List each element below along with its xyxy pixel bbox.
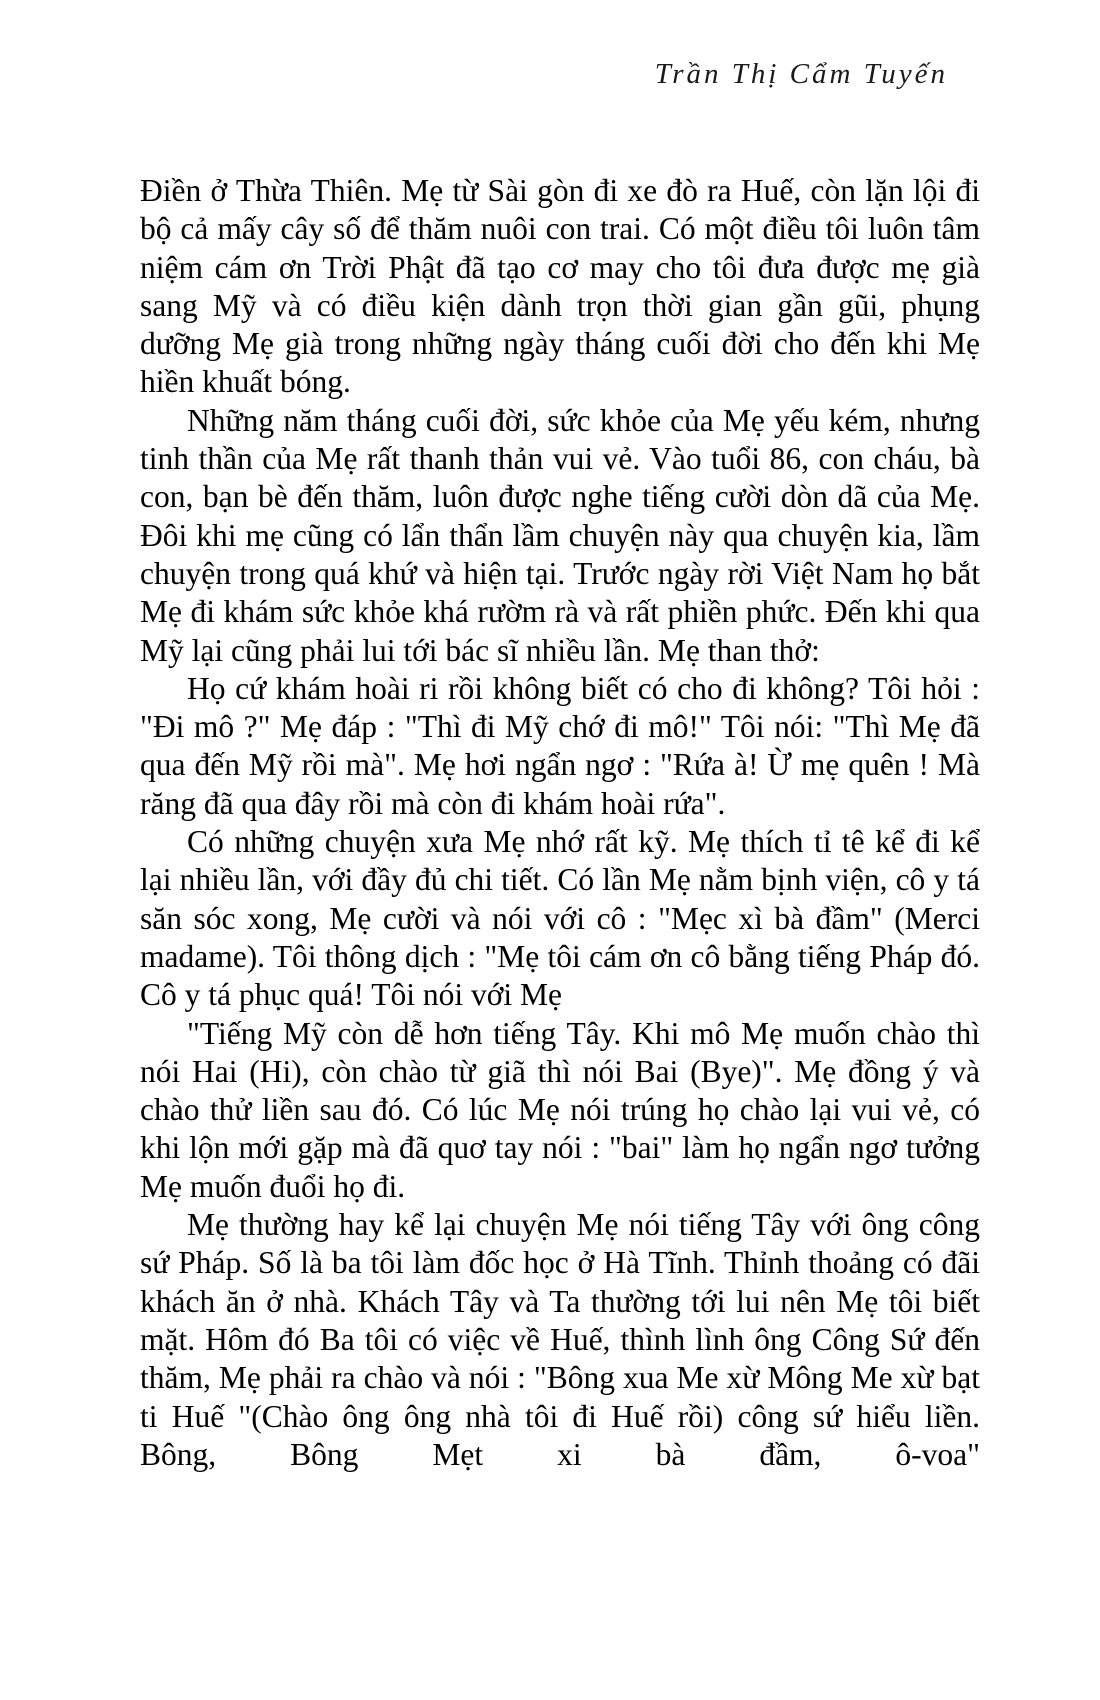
paragraph: "Tiếng Mỹ còn dễ hơn tiếng Tây. Khi mô Mẹ muốn chào thì nói Hai (Hi), còn chào từ giã thì nói Bai (Bye)". Mẹ đồng ý và chào thử liền sau đó. Có lúc Mẹ nói trúng họ chào lại vui vẻ, có khi lộn mới gặp mà đã quơ tay nói : "bai" làm họ ngẩn ngơ tưởng Mẹ muốn đuổi họ đi. (140, 1015, 980, 1204)
paragraph-continues: Mẹ thường hay kể lại chuyện Mẹ nói tiếng Tây với ông công sứ Pháp. Số là ba tôi làm đốc học ở Hà Tĩnh. Thỉnh thoảng có đãi khách ăn ở nhà. Khách Tây và Ta thường tới lui nên Mẹ tôi biết mặt. Hôm đó Ba tôi có việc về Huế, thình lình ông Công Sứ đến thăm, Mẹ phải ra chào và nói : "Bông xua Me xừ Mông Me xừ bạt ti Huế "(Chào ông ông nhà tôi đi Huế rồi) công sứ hiểu liền. Bông, Bông Mẹt xi bà đầm, ô-voa" (140, 1207, 980, 1472)
running-header: Trần Thị Cẩm Tuyến (654, 58, 948, 90)
page-body (140, 172, 980, 1474)
paragraph-continued: Điền ở Thừa Thiên. Mẹ từ Sài gòn đi xe đò ra Huế, còn lặn lội đi bộ cả mấy cây số để thăm nuôi con trai. Có một điều tôi luôn tâm niệm cám ơn Trời Phật đã tạo cơ may cho tôi đưa được mẹ già sang Mỹ và có điều kiện dành trọn thời gian gần gũi, phụng dưỡng Mẹ già trong những ngày tháng cuối đời cho đến khi Mẹ hiền khuất bóng. (140, 173, 980, 400)
paragraph: Có những chuyện xưa Mẹ nhớ rất kỹ. Mẹ thích tỉ tê kể đi kể lại nhiều lần, với đầy đủ chi tiết. Có lần Mẹ nằm bịnh viện, cô y tá săn sóc xong, Mẹ cười và nói với cô : "Mẹc xì bà đầm" (Merci madame). Tôi thông dịch : "Mẹ tôi cám ơn cô bằng tiếng Pháp đó. Cô y tá phục quá! Tôi nói với Mẹ (140, 824, 980, 1013)
paragraph: Họ cứ khám hoài ri rồi không biết có cho đi không? Tôi hỏi : "Đi mô ?" Mẹ đáp : "Thì đi Mỹ chớ đi mô!" Tôi nói: "Thì Mẹ đã qua đến Mỹ rồi mà". Mẹ hơi ngẩn ngơ : "Rứa à! Ừ mẹ quên ! Mà răng đã qua đây rồi mà còn đi khám hoài rứa". (140, 670, 980, 821)
paragraph: Những năm tháng cuối đời, sức khỏe của Mẹ yếu kém, nhưng tinh thần của Mẹ rất thanh thản vui vẻ. Vào tuổi 86, con cháu, bà con, bạn bè đến thăm, luôn được nghe tiếng cười dòn dã của Mẹ. Đôi khi mẹ cũng có lẩn thẩn lầm chuyện này qua chuyện kia, lầm chuyện trong quá khứ và hiện tại. Trước ngày rời Việt Nam họ bắt Mẹ đi khám sức khỏe khá rườm rà và rất phiền phức. Đến khi qua Mỹ lại cũng phải lui tới bác sĩ nhiều lần. Mẹ than thở: (140, 402, 980, 668)
